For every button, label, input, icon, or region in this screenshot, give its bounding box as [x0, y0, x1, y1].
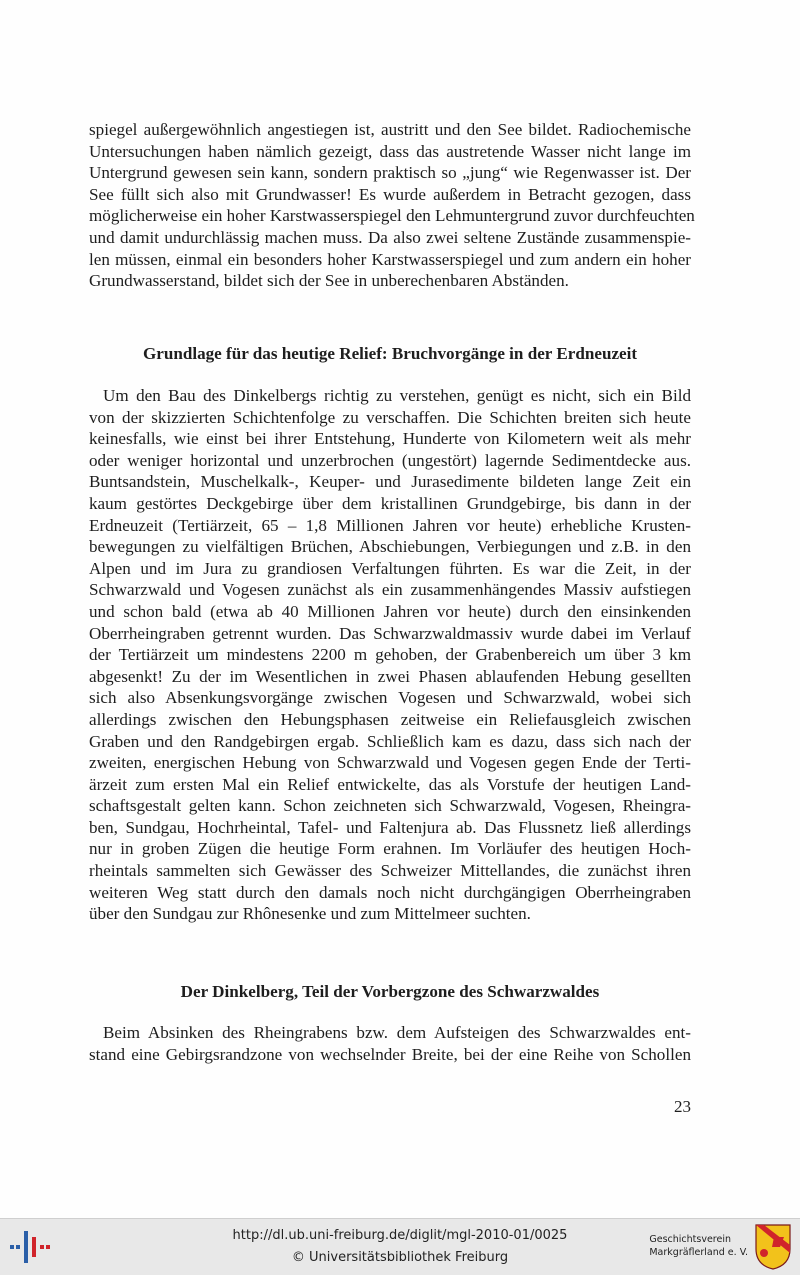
text-line: der Tertiärzeit um mindestens 2200 m gehoben, der Grabenbereich um über 3 km	[89, 645, 691, 665]
text-line: Untergrund gewesen sein kann, sondern praktisch so „jung“ wie Regenwasser ist. Der	[89, 163, 691, 183]
text-line: Erdneuzeit (Tertiärzeit, 65 – 1,8 Millionen Jahren vor heute) erhebliche Krusten-	[89, 515, 691, 535]
text-line: Graben und den Randgebirgen ergab. Schließlich kam es dazu, dass sich nach der	[89, 731, 691, 751]
text-line: von der skizzierten Schichtenfolge zu verschaffen. Die Schichten breiten sich heute	[89, 407, 691, 427]
text-line: kaum gestörtes Deckgebirge über dem kristallinen Grundgebirge, bis dann in der	[89, 493, 691, 513]
text-line: Schwarzwald und Vogesen zunächst als ein zusammenhängendes Massiv aufstiegen	[89, 580, 691, 600]
text-line: Beim Absinken des Rheingrabens bzw. dem Aufsteigen des Schwarzwaldes ent-	[103, 1023, 691, 1042]
text-line: schaftsgestalt gelten kann. Schon zeichneten sich Schwarzwald, Vogesen, Rheingra-	[89, 796, 691, 816]
text-line: keinesfalls, wie einst bei ihrer Entstehung, Hunderte von Kilometern weit als mehr	[89, 429, 691, 449]
text-line: bewegungen zu vielfältigen Brüchen, Abschiebungen, Verbiegungen und z.B. in den	[89, 537, 691, 557]
text-line: Untersuchungen haben nämlich gezeigt, dass das austretende Wasser nicht lange im	[89, 141, 691, 161]
text-line: stand eine Gebirgsrandzone von wechselnder Breite, bei der eine Reihe von Schollen	[89, 1044, 691, 1064]
paragraph-2	[89, 385, 691, 925]
paragraph-3	[89, 1022, 691, 1065]
text-line: allerdings zwischen den Hebungsphasen zeitweise ein Reliefausgleich zwischen	[89, 709, 691, 729]
text-line: möglicherweise ein hoher Karstwasserspiegel den Lehmuntergrund zuvor durchfeuchten	[89, 206, 695, 226]
text-line: len müssen, einmal ein besonders hoher Karstwasserspiegel und zum andern ein hoher	[89, 249, 691, 269]
text-line: und damit undurchlässig machen muss. Da also zwei seltene Zustände zusammenspie-	[89, 227, 691, 247]
section-heading: Grundlage für das heutige Relief: Bruchvorgänge in der Erdneuzeit	[142, 344, 638, 363]
text-line: Grundwasserstand, bildet sich der See in unberechenbaren Abständen.	[89, 271, 569, 291]
permalink-url[interactable]: http://dl.ub.uni-freiburg.de/diglit/mgl-2010-01/0025	[232, 1228, 568, 1243]
page-number: 23	[674, 1097, 691, 1116]
text-line: See füllt sich also mit Grundwasser! Es wurde außerdem in Betracht gezogen, dass	[89, 184, 691, 204]
text-line: Um den Bau des Dinkelbergs richtig zu verstehen, genügt es nicht, sich ein Bild	[103, 386, 691, 405]
text-line: Oberrheingraben getrennt wurden. Das Schwarzwaldmassiv wurde dabei im Verlauf	[89, 623, 691, 643]
text-line: ärzeit zum ersten Mal ein Relief entwickelte, das als Vorstufe der heutigen Land-	[89, 774, 691, 794]
text-line: Buntsandstein, Muschelkalk-, Keuper- und Jurasedimente bildeten lange Zeit ein	[89, 472, 691, 492]
society-line: Markgräflerland e. V.	[649, 1247, 748, 1258]
text-line: rheintals sammelten sich Gewässer des Schweizer Mittellandes, die zunächst ihren	[89, 861, 691, 881]
text-line: spiegel außergewöhnlich angestiegen ist, austritt und den See bildet. Radiochemische	[89, 120, 691, 139]
coat-of-arms-icon	[754, 1223, 792, 1271]
text-line: nur in groben Zügen die heutige Form erahnen. Im Vorläufer des heutigen Hoch-	[89, 839, 691, 859]
text-line: und schon bald (etwa ab 40 Millionen Jahren vor heute) durch den einsinkenden	[89, 601, 691, 621]
viewer-footer	[0, 1218, 800, 1275]
paragraph-1	[89, 119, 695, 292]
copyright-notice: © Universitätsbibliothek Freiburg	[291, 1250, 509, 1265]
society-name	[649, 1233, 748, 1259]
society-line: Geschichtsverein	[649, 1234, 731, 1245]
text-line: zweiten, energischen Hebung von Schwarzwald und Vogesen gegen Ende der Terti-	[89, 753, 691, 773]
section-heading: Der Dinkelberg, Teil der Vorbergzone des Schwarzwaldes	[180, 982, 600, 1001]
text-line: sich also Absenkungsvorgänge zwischen Vogesen und Schwarzwald, wobei sich	[89, 688, 691, 708]
text-line: oder weniger horizontal und unzerbrochen (ungestört) lagernde Sedimentdecke aus.	[89, 450, 691, 470]
text-line: abgesenkt! Zu der im Wesentlichen in zwei Phasen ablaufenden Hebung gesellten	[89, 666, 691, 686]
text-line: ben, Sundgau, Hochrheintal, Tafel- und Faltenjura ab. Das Flussnetz ließ allerdings	[89, 817, 691, 837]
text-line: über den Sundgau zur Rhônesenke und zum Mittelmeer suchten.	[89, 904, 531, 924]
text-line: weiteren Weg statt durch den damals noch nicht durchgängigen Oberrheingraben	[89, 882, 691, 902]
text-line: Alpen und im Jura zu grandiosen Verfaltungen führten. Es war die Zeit, in der	[89, 558, 691, 578]
